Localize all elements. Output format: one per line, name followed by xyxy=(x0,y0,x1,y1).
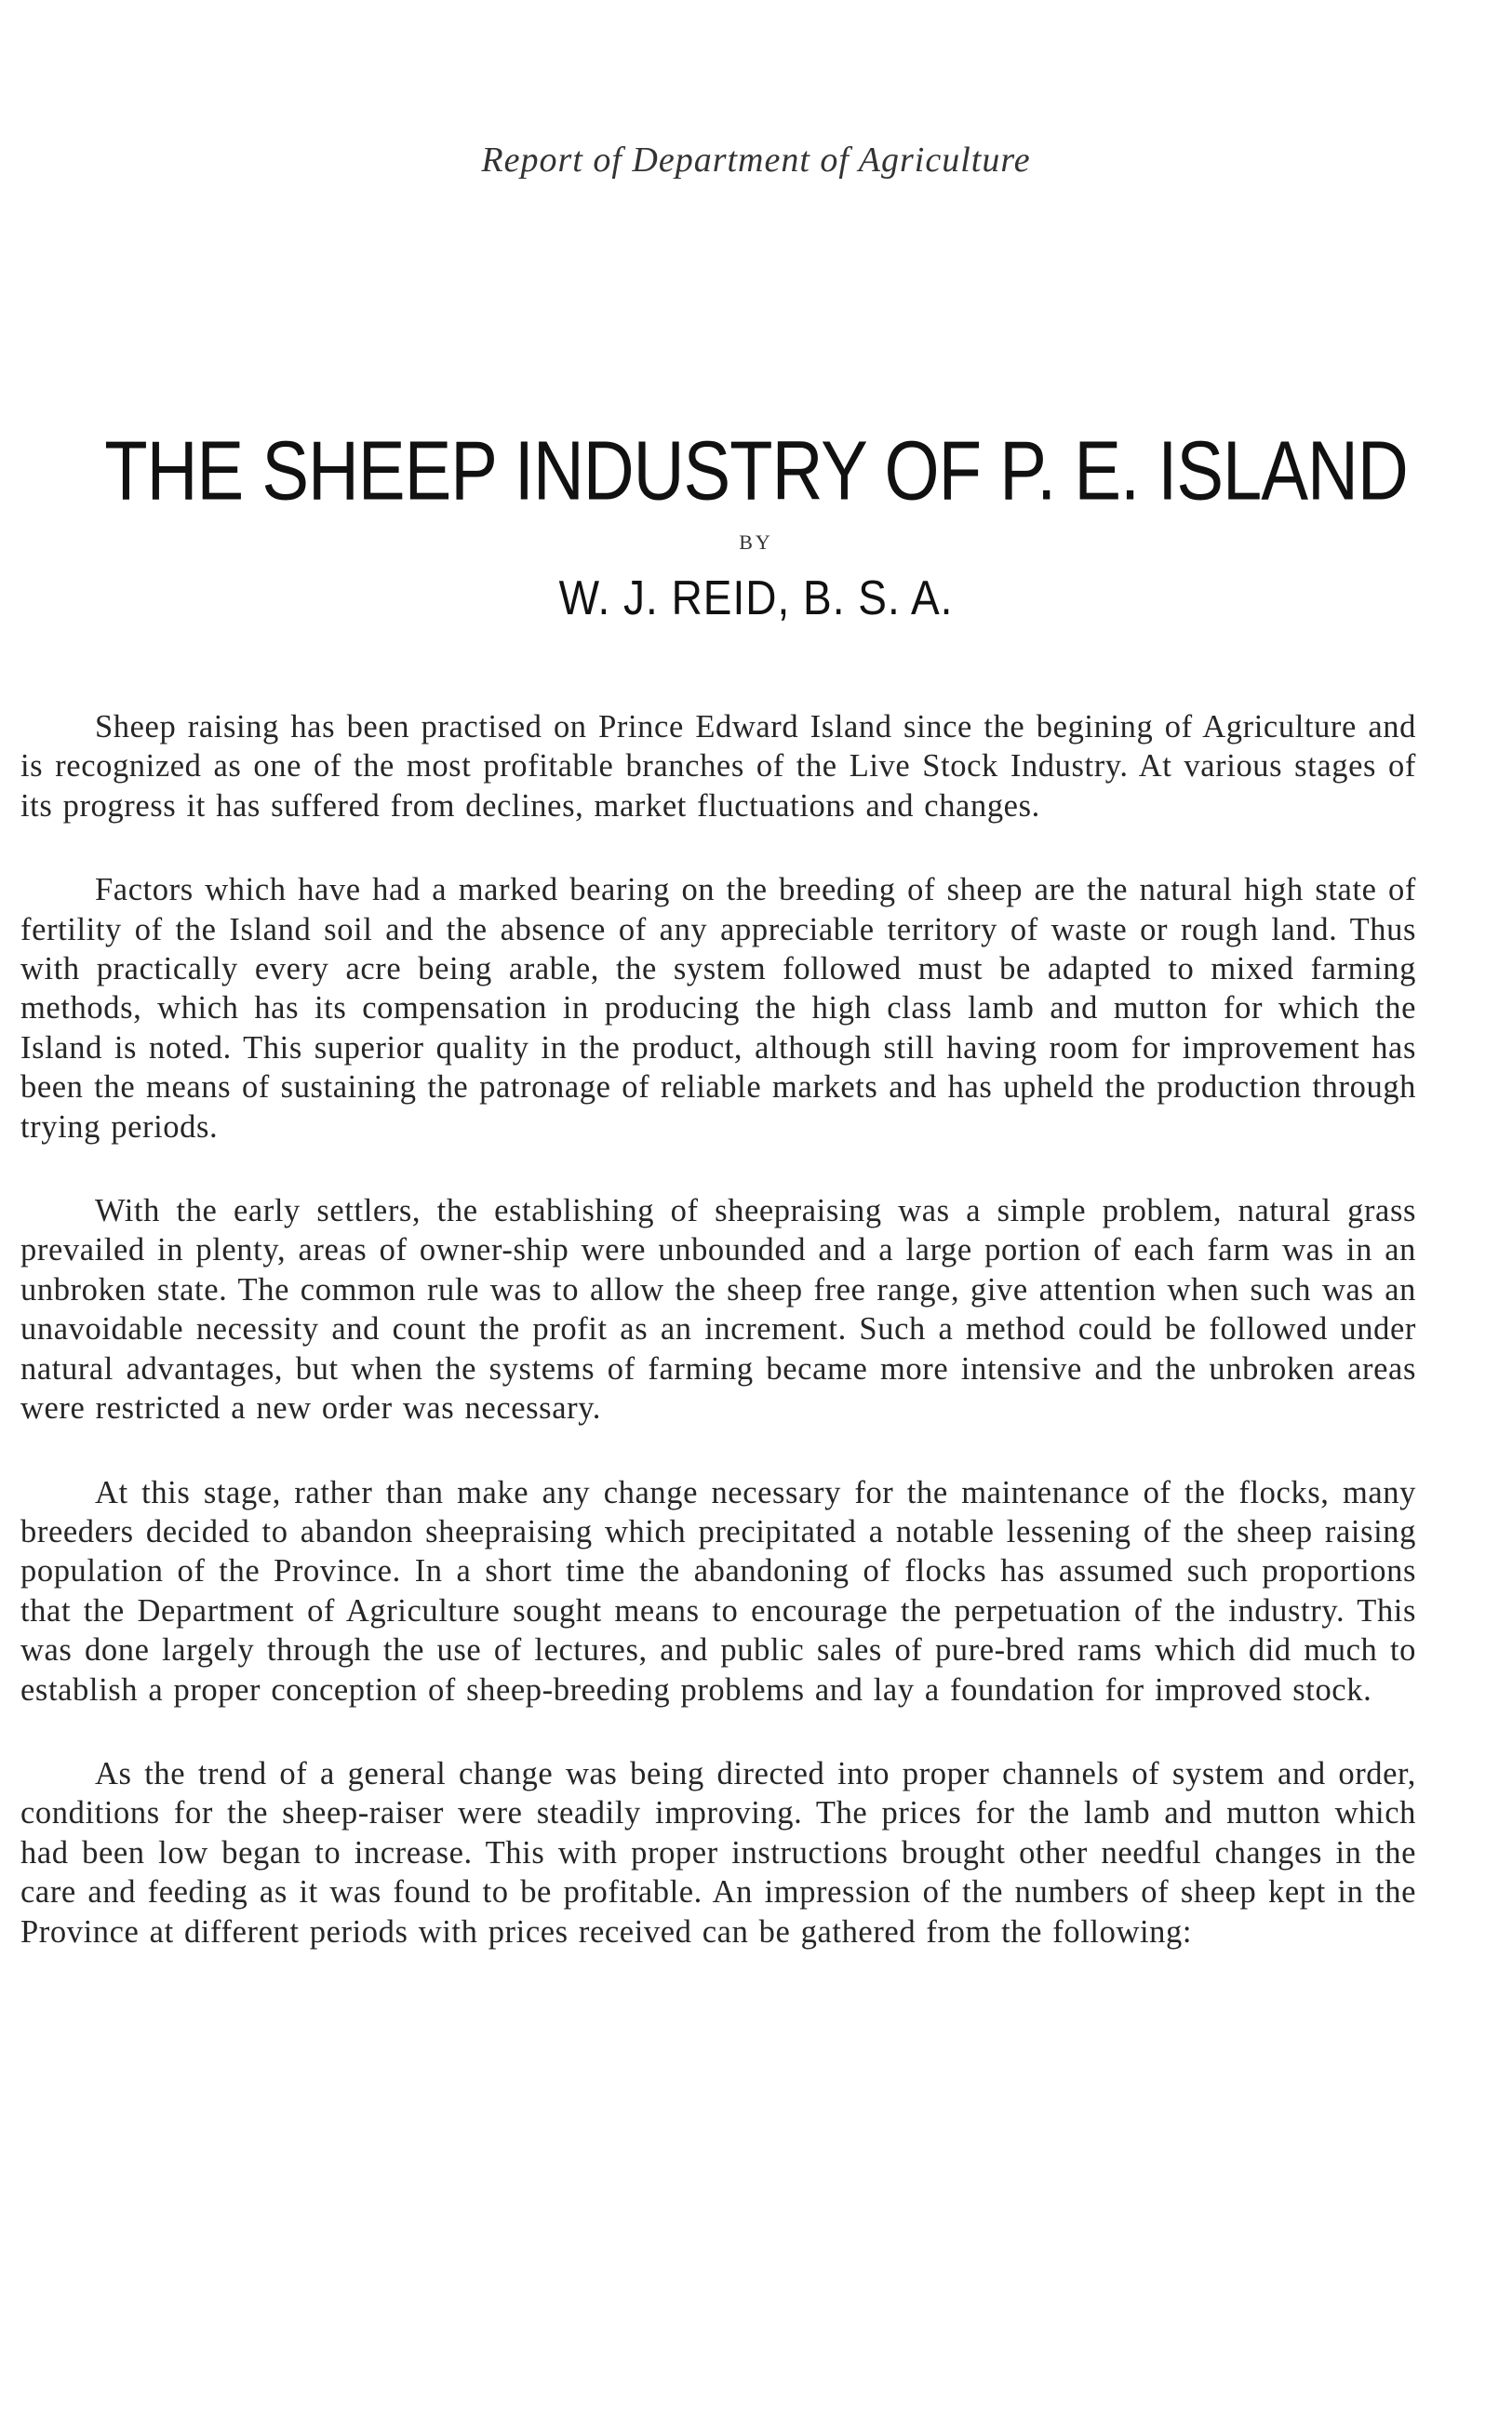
paragraph: As the trend of a general change was being directed into proper channels of system and order, conditions for the sheep-raiser were steadily improving. The prices for the lamb and mutton which had been low began to increase. This with proper instructions brought other needful changes in the care and feeding as it was found to be profitable. An impression of the numbers of sheep kept in the Province at different periods with prices received can be gathered from the following: xyxy=(20,1755,1416,1950)
author-name: W. J. REID, B. S. A. xyxy=(558,570,954,625)
running-head: Report of Department of Agriculture xyxy=(481,141,1031,180)
paragraph: At this stage, rather than make any change necessary for the maintenance of the flocks, many breeders decided to abandon sheepraising which precipitated a notable lessening of the sheep raising population of the Province. In a short time the abandoning of flocks has assumed such proportions that the Department of Agriculture sought means to encourage the perpetuation of the industry. This was done largely through the use of lectures, and public sales of pure-bred rams which did much to establish a proper conception of sheep-breeding problems and lay a foundation for improved stock. xyxy=(20,1474,1416,1708)
byline: BY xyxy=(739,530,773,554)
article-body xyxy=(20,707,1416,1996)
paragraph: With the early settlers, the establishing of sheepraising was a simple problem, natural grass prevailed in plenty, areas of owner-ship were unbounded and a large portion of each farm was in an unbroken state. The common rule was to allow the sheep free range, give attention when such was an unavoidable necessity and count the profit as an increment. Such a method could be followed under natural advantages, but when the systems of farming became more intensive and the unbroken areas were restricted a new order was necessary. xyxy=(20,1193,1416,1427)
paragraph: Sheep raising has been practised on Prince Edward Island since the begining of Agriculture and is recognized as one of the most profitable branches of the Live Stock Industry. At various stages of its progress it has suffered from declines, market fluctuations and changes. xyxy=(20,709,1416,824)
article-title: THE SHEEP INDUSTRY OF P. E. ISLAND xyxy=(104,424,1408,518)
paragraph: Factors which have had a marked bearing on the breeding of sheep are the natural high state of fertility of the Island soil and the absence of any appreciable territory of waste or rough land. Thus with practically every acre being arable, the system followed must be adapted to mixed farming methods, which has its compensation in producing the high class lamb and mutton for which the Island is noted. This superior quality in the product, although still having room for improvement has been the means of sustaining the patronage of reliable markets and has upheld the production through trying periods. xyxy=(20,872,1416,1145)
